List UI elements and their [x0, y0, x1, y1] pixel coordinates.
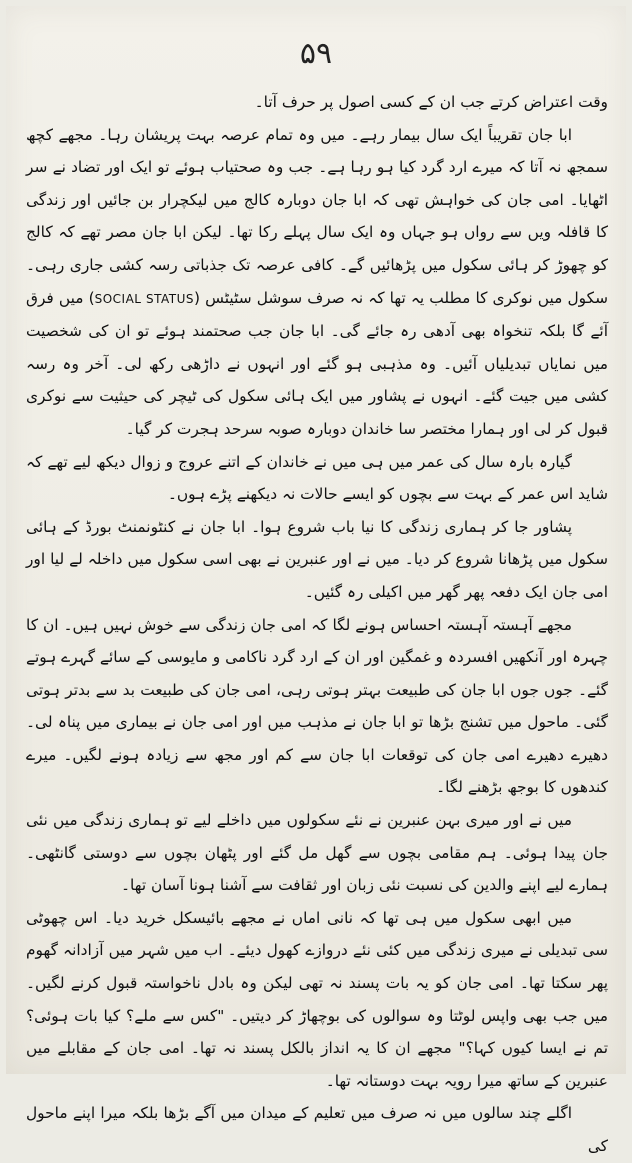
paragraph-text: میں نے اور میری بہن عنبرین نے نئے سکولوں میں داخلے لیے تو ہماری زندگی میں نئی جان پیدا ہوئی۔ ہم مقامی بچوں سے گھل مل گئے اور پٹھان بچوں سے دوستی گانٹھی۔ ہمارے لیے اپنے والدین کی نسبت نئی زبان اور ثقافت سے آشنا ہونا آسان تھا۔ [26, 811, 608, 895]
paragraph-1 [26, 86, 608, 119]
book-page [6, 6, 626, 1155]
paragraph-4 [26, 511, 608, 609]
paragraph-text: اگلے چند سالوں میں نہ صرف میں تعلیم کے میدان میں آگے بڑھا بلکہ میرا اپنے ماحول کی [26, 1104, 608, 1155]
english-term: SOCIAL STATUS [94, 291, 195, 306]
paragraph-text: میں ابھی سکول میں ہی تھا کہ نانی اماں نے مجھے بائیسکل خرید دیا۔ اس چھوٹی سی تبدیلی نے میری زندگی میں کئی نئے دروازے کھول دیئے۔ اب میں شہر میں آزادانہ گھوم پھر سکتا تھا۔ امی جان کو یہ بات پسند نہ تھی لیکن وہ بادل ناخواستہ قبول کرنے لگیں۔ میں جب بھی واپس لوٹتا وہ سوالوں کی بوچھاڑ کر دیتیں۔ "کس سے ملے؟ کیا بات ہوئی؟ تم نے ایسا کیوں کہا؟" مجھے ان کا یہ انداز بالکل پسند نہ تھا۔ امی جان کے مقابلے میں عنبرین کے ساتھ میرا رویہ بہت دوستانہ تھا۔ [26, 908, 608, 1090]
paragraph-3 [26, 446, 608, 511]
paragraph-text: گیارہ بارہ سال کی عمر میں ہی میں نے خاندان کے اتنے عروج و زوال دیکھ لیے تھے کہ شاید اس عمر کے بہت سے بچوں کو ایسے حالات نہ دیکھنے پڑے ہوں۔ [26, 452, 608, 504]
page-body-text [26, 86, 608, 1155]
page-number: ۵۹ [299, 36, 333, 71]
paragraph-text: پشاور جا کر ہماری زندگی کا نیا باب شروع ہوا۔ ابا جان نے کنٹونمنٹ بورڈ کے ہائی سکول میں پڑھانا شروع کر دیا۔ میں نے اور عنبرین نے بھی اسی سکول میں داخلہ لے لیا اور امی جان ایک دفعہ پھر گھر میں اکیلی رہ گئیں۔ [26, 517, 608, 601]
paragraph-8 [26, 1097, 608, 1162]
paragraph-6 [26, 804, 608, 902]
paragraph-2 [26, 119, 608, 446]
paragraph-5 [26, 609, 608, 805]
paragraph-7 [26, 902, 608, 1098]
paragraph-text: مجھے آہستہ آہستہ احساس ہونے لگا کہ امی جان زندگی سے خوش نہیں ہیں۔ ان کا چہرہ اور آنکھیں افسردہ و غمگین اور ان کے ارد گرد ناکامی و مایوسی کے سائے گہرے ہوتے گئے۔ جوں جوں ابا جان کی طبیعت بہتر ہوتی رہی، امی جان کی طبیعت بد سے بدتر ہوتی گئی۔ ماحول میں تشنج بڑھا تو ابا جان نے مذہب میں اور امی جان نے بیماری میں پناہ لی۔ دھیرے دھیرے امی جان کی توقعات ابا جان سے کم اور مجھ سے زیادہ ہونے لگیں۔ میرے کندھوں کا بوجھ بڑھنے لگا۔ [26, 615, 608, 797]
paragraph-text: ابا جان تقریباً ایک سال بیمار رہے۔ میں وہ تمام عرصہ بہت پریشان رہا۔ مجھے کچھ سمجھ نہ آتا کہ میرے ارد گرد کیا ہو رہا ہے۔ جب وہ صحتیاب ہوئے تو ایک اور تضاد نے سر اٹھایا۔ امی جان کی خواہش تھی کہ ابا جان دوبارہ کالج میں لیکچرار بن جائیں اور زندگی کا قافلہ ویں سے رواں ہو جہاں وہ ایک سال پہلے رکا تھا۔ لیکن ابا جان مصر تھے کہ کالج کو چھوڑ کر ہائی سکول میں پڑھائیں گے۔ کافی عرصہ تک جذباتی رسہ کشی جاری رہی۔ سکول میں نوکری کا مطلب یہ تھا کہ نہ صرف سوشل سٹیٹس ( [26, 125, 608, 307]
paragraph-text: ) میں فرق آئے گا بلکہ تنخواہ بھی آدھی رہ جائے گی۔ ابا جان جب صحتمند ہوئے تو ان کی شخصیت میں نمایاں تبدیلیاں آئیں۔ وہ مذہبی ہو گئے اور انہوں نے داڑھی رکھ لی۔ آخر وہ رسہ کشی میں جیت گئے۔ انہوں نے پشاور میں ایک ہائی سکول کی ٹیچر کی حیثیت سے نوکری قبول کر لی اور ہمارا مختصر سا خاندان دوبارہ صوبہ سرحد ہجرت کر گیا۔ [26, 288, 608, 438]
paragraph-text: وقت اعتراض کرتے جب ان کے کسی اصول پر حرف آتا۔ [254, 93, 608, 111]
